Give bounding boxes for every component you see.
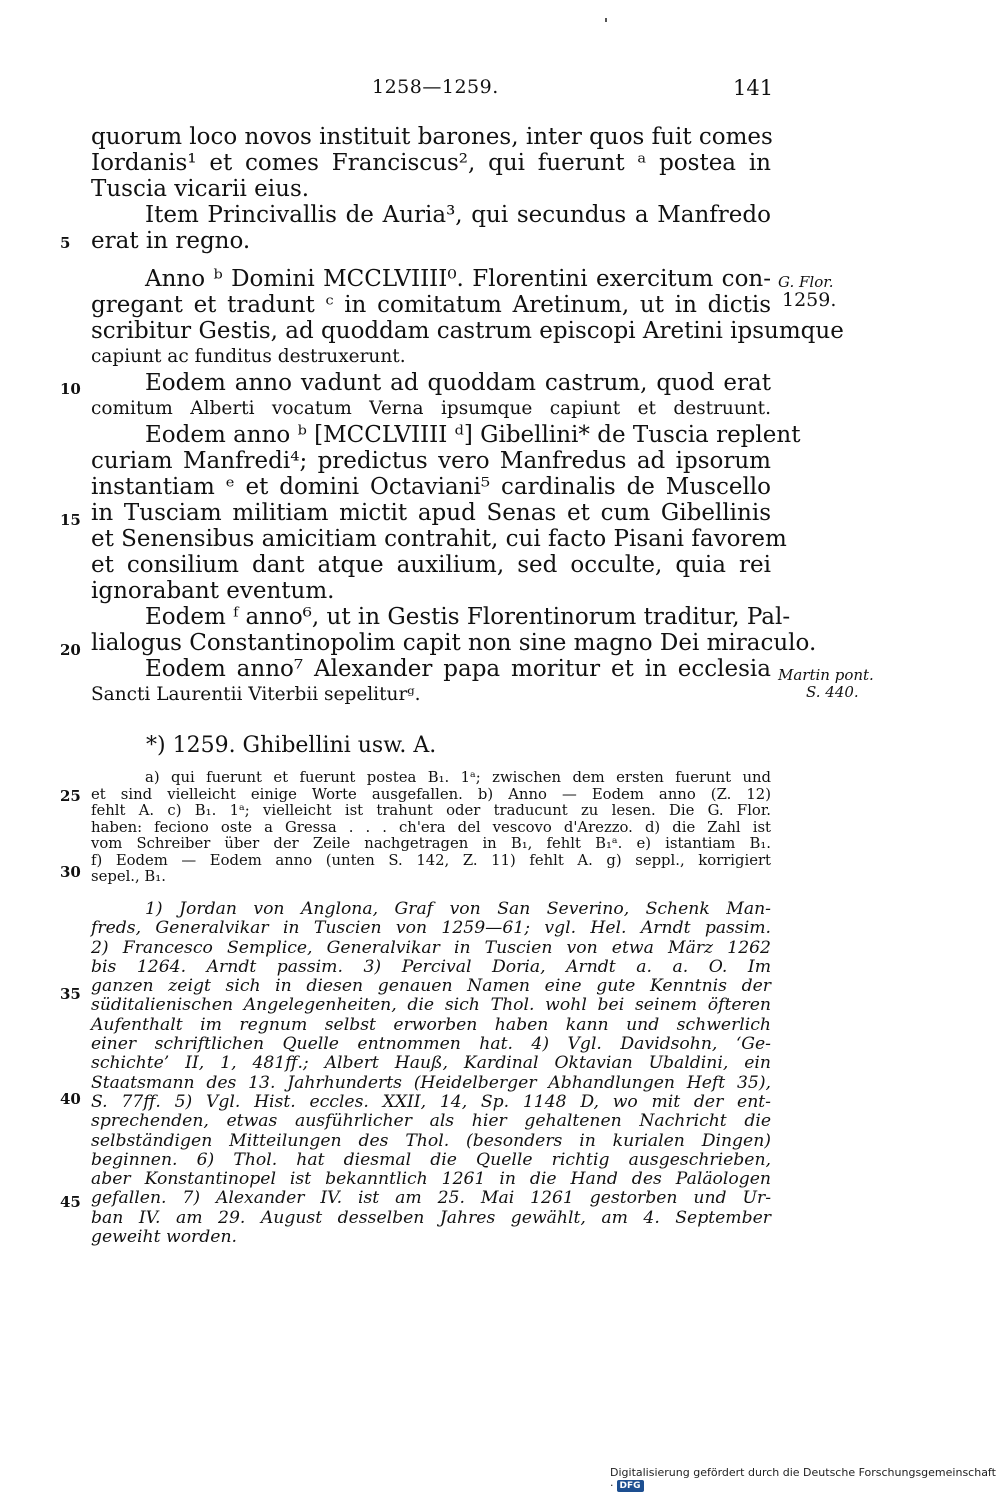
commentary-line: ban IV. am 29. August desselben Jahres gewählt, am 4. September	[91, 1207, 771, 1228]
apparatus-line: haben: feciono oste a Gressa . . . ch'era del vescovo d'Arezzo. d) die Zahl ist	[91, 818, 771, 836]
commentary-line: freds, Generalvikar in Tuscien von 1259—61; vgl. Hel. Arndt passim.	[91, 918, 771, 939]
dfg-logo: DFG	[617, 1480, 644, 1492]
line-number: 5	[60, 234, 71, 252]
commentary-line: 2) Francesco Semplice, Generalvikar in Tuscien von etwa März 1262	[91, 937, 771, 958]
text-line: lialogus Constantinopolim capit non sine magno Dei miraculo.	[91, 630, 817, 656]
text-line: Iordanis¹ et comes Franciscus², qui fuerunt ᵃ postea in	[91, 150, 771, 176]
line-number: 25	[60, 787, 81, 805]
text-line: Eodem ᶠ anno⁶, ut in Gestis Florentinorum traditur, Pal-	[145, 604, 791, 630]
footer-text: Digitalisierung gefördert durch die Deutsche Forschungsgemeinschaft ·	[610, 1466, 996, 1492]
apparatus-line: fehlt A. c) B₁. 1ᵃ; vielleicht ist trahunt oder traducunt zu lesen. Die G. Flor.	[91, 802, 771, 819]
apparatus-line: vom Schreiber über der Zeile nachgetragen in B₁, fehlt B₁ᵃ. e) istantiam B₁.	[91, 835, 771, 852]
margin-note-year: 1259.	[782, 289, 837, 311]
text-line: comitum Alberti vocatum Verna ipsumque capiunt et destruunt.	[91, 398, 771, 419]
line-number: 45	[60, 1193, 81, 1211]
text-line: erat in regno.	[91, 228, 251, 254]
commentary-line: S. 77ff. 5) Vgl. Hist. eccles. XXII, 14, Sp. 1148 D, wo mit der ent-	[91, 1091, 771, 1112]
variant-star-note: *) 1259. Ghibellini usw. A.	[146, 733, 437, 758]
commentary-line: beginnen. 6) Thol. hat diesmal die Quelle richtig ausgeschrieben,	[91, 1149, 771, 1170]
apparatus-line: sepel., B₁.	[91, 868, 166, 885]
commentary-line: Aufenthalt im regnum selbst erworben haben kann und schwerlich	[91, 1014, 771, 1035]
commentary-line: süditalienischen Angelegenheiten, die sich Thol. wohl bei seinem öfteren	[91, 995, 771, 1016]
commentary-line: schichte’ II, 1, 481ff.; Albert Hauß, Kardinal Oktavian Ubaldini, ein	[91, 1053, 771, 1074]
page-number: 141	[733, 76, 774, 100]
line-number: 35	[60, 985, 81, 1003]
text-line: Sancti Laurentii Viterbii sepeliturᵍ.	[91, 684, 421, 705]
commentary-line: bis 1264. Arndt passim. 3) Percival Doria, Arndt a. a. O. Im	[91, 956, 771, 977]
commentary-line: sprechenden, etwas ausführlicher als hier gehaltenen Nachricht die	[91, 1111, 771, 1132]
text-line: Eodem anno ᵇ [MCCLVIIII ᵈ] Gibellini* de Tuscia replent	[145, 422, 801, 448]
page-header	[0, 72, 1000, 112]
commentary-line: gefallen. 7) Alexander IV. ist am 25. Mai 1261 gestorben und Ur-	[91, 1188, 771, 1209]
text-line: gregant et tradunt ᶜ in comitatum Aretinum, ut in dictis	[91, 292, 771, 318]
margin-note-source: G. Flor.	[778, 273, 834, 291]
text-line: instantiam ᵉ et domini Octaviani⁵ cardinalis de Muscello	[91, 474, 771, 500]
line-number: 10	[60, 380, 81, 398]
text-line: ignorabant eventum.	[91, 578, 335, 604]
commentary-line: geweiht worden.	[91, 1227, 237, 1248]
commentary-line: 1) Jordan von Anglona, Graf von San Severino, Schenk Man-	[145, 899, 771, 919]
text-line: et consilium dant atque auxilium, sed occulte, quia rei	[91, 552, 771, 578]
commentary-line: einer schriftlichen Quelle entnommen hat. 4) Vgl. Davidsohn, ‘Ge-	[91, 1034, 771, 1055]
apparatus-line: f) Eodem — Eodem anno (unten S. 142, Z. 11) fehlt A. g) seppl., korrigiert	[91, 851, 771, 869]
line-number: 40	[60, 1090, 81, 1108]
text-line: curiam Manfredi⁴; predictus vero Manfredus ad ipsorum	[91, 448, 771, 474]
apparatus-line: et sind vielleicht einige Worte ausgefallen. b) Anno — Eodem anno (Z. 12)	[91, 785, 771, 803]
text-line: Item Princivallis de Auria³, qui secundus a Manfredo	[145, 202, 771, 228]
text-line: capiunt ac funditus destruxerunt.	[91, 346, 406, 367]
running-head: 1258—1259.	[372, 76, 499, 98]
text-line: Eodem anno⁷ Alexander papa moritur et in ecclesia	[145, 656, 771, 682]
margin-note-page: S. 440.	[806, 683, 859, 701]
text-line: in Tusciam militiam mictit apud Senas et cum Gibellinis	[91, 500, 771, 526]
text-line: Tuscia vicarii eius.	[91, 176, 310, 202]
digitization-footer	[610, 1466, 1000, 1492]
critical-apparatus	[91, 770, 771, 886]
commentary-line: ganzen zeigt sich in diesen genauen Namen eine gute Kenntnis der	[91, 976, 771, 997]
line-number: 30	[60, 863, 81, 881]
text-line: et Senensibus amicitiam contrahit, cui facto Pisani favorem	[91, 526, 787, 552]
text-line: Anno ᵇ Domini MCCLVIIII⁰. Florentini exercitum con-	[145, 266, 771, 292]
scan-speck	[605, 18, 607, 22]
commentary-line: aber Konstantinopel ist bekanntlich 1261 in die Hand des Paläologen	[91, 1169, 771, 1190]
text-line: Eodem anno vadunt ad quoddam castrum, quod erat	[145, 370, 771, 396]
text-line: quorum loco novos instituit barones, inter quos fuit comes	[91, 124, 773, 150]
apparatus-line: a) qui fuerunt et fuerunt postea B₁. 1ᵃ; zwischen dem ersten fuerunt und	[145, 769, 771, 786]
text-line: scribitur Gestis, ad quoddam castrum episcopi Aretini ipsumque	[91, 318, 844, 344]
commentary-line: Staatsmann des 13. Jahrhunderts (Heidelberger Abhandlungen Heft 35),	[91, 1072, 771, 1093]
line-number: 20	[60, 641, 81, 659]
line-number: 15	[60, 511, 81, 529]
commentary-notes	[91, 900, 771, 1247]
margin-note-source: Martin pont.	[778, 666, 874, 684]
commentary-line: selbständigen Mitteilungen des Thol. (besonders in kurialen Dingen)	[91, 1130, 771, 1151]
